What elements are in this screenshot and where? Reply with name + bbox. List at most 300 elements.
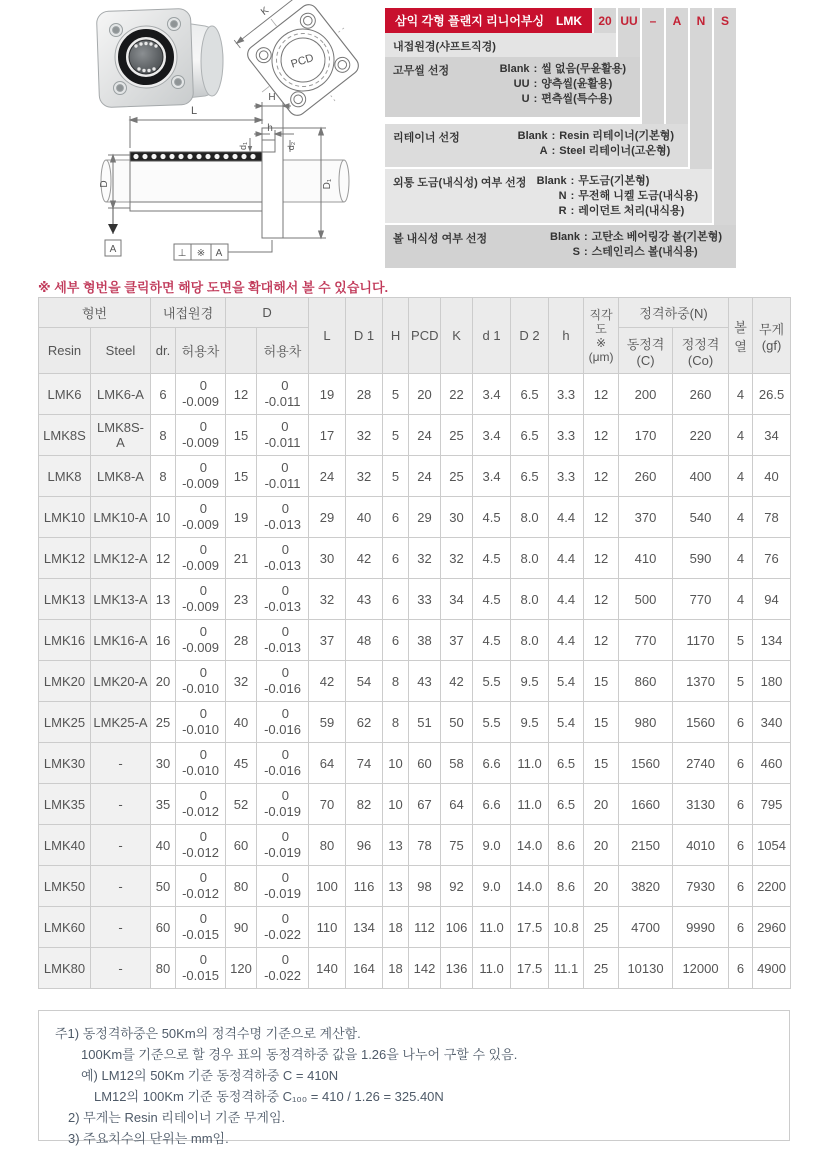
table-row (39, 579, 791, 620)
stripe-plating (690, 33, 712, 169)
cell-K: 50 (441, 702, 473, 743)
cell-PCD: 142 (409, 948, 441, 989)
cell-K: 136 (441, 948, 473, 989)
cell-wt: 795 (753, 784, 791, 825)
cell-steel[interactable]: LMK8-A (91, 456, 151, 497)
l-dimension-label: L (190, 105, 198, 117)
cell-dr_tol: 0 -0.009 (176, 538, 226, 579)
perpendicularity-symbol-icon: ⊥ (177, 248, 187, 259)
cell-C: 260 (619, 456, 673, 497)
header-static-load-line: (Co) (687, 352, 714, 368)
cell-h: 11.1 (549, 948, 584, 989)
designation-title: 삼익 각형 플랜지 리니어부싱 (395, 14, 545, 28)
k-dimension-label: K (259, 5, 272, 18)
cell-D1: 116 (346, 866, 383, 907)
cell-sq: 20 (584, 784, 619, 825)
header-H: H (383, 298, 409, 374)
cell-D2: 14.0 (511, 825, 549, 866)
table-row (39, 620, 791, 661)
cell-D: 60 (226, 825, 257, 866)
click-hint-note: ※ 세부 형번을 클릭하면 해당 도면을 확대해서 볼 수 있습니다. (38, 280, 389, 295)
cell-resin[interactable]: LMK16 (39, 620, 91, 661)
cell-resin[interactable]: LMK60 (39, 907, 91, 948)
designation-title-bar (385, 8, 592, 33)
cell-D: 90 (226, 907, 257, 948)
header-ball-rows-line: 볼 (734, 319, 747, 335)
cell-h: 10.8 (549, 907, 584, 948)
cell-L: 59 (309, 702, 346, 743)
cell-resin[interactable]: LMK25 (39, 702, 91, 743)
cell-wt: 460 (753, 743, 791, 784)
d1-flange-dimension-label: D₁ (322, 178, 333, 190)
cell-dr_tol: 0 -0.012 (176, 784, 226, 825)
cell-sq: 12 (584, 415, 619, 456)
cell-resin[interactable]: LMK12 (39, 538, 91, 579)
cell-h: 3.3 (549, 456, 584, 497)
cell-wt: 34 (753, 415, 791, 456)
cell-D: 32 (226, 661, 257, 702)
code-bore: 20 (594, 8, 616, 33)
cell-C: 370 (619, 497, 673, 538)
cell-D1: 32 (346, 415, 383, 456)
cell-balls: 6 (729, 825, 753, 866)
cell-H: 6 (383, 579, 409, 620)
cell-L: 30 (309, 538, 346, 579)
cell-D: 15 (226, 456, 257, 497)
cell-steel[interactable]: LMK10-A (91, 497, 151, 538)
cell-dr: 8 (151, 415, 176, 456)
cell-dr_tol: 0 -0.012 (176, 825, 226, 866)
header-squareness-line: ※ (596, 335, 607, 350)
technical-drawings (0, 0, 380, 272)
cell-sq: 12 (584, 538, 619, 579)
cell-resin[interactable]: LMK30 (39, 743, 91, 784)
note-line: 주1) 동정격하중은 50Km의 정격수명 기준으로 계산함. (55, 1026, 361, 1041)
cell-L: 100 (309, 866, 346, 907)
header-h: h (549, 298, 584, 374)
drawings-svg (0, 0, 380, 272)
cell-d1: 9.0 (473, 866, 511, 907)
cell-PCD: 29 (409, 497, 441, 538)
cell-Co: 400 (673, 456, 729, 497)
cell-L: 32 (309, 579, 346, 620)
cell-sq: 12 (584, 620, 619, 661)
cell-K: 32 (441, 538, 473, 579)
designation-row-label: 내접원경(샤프트직경) (393, 41, 496, 53)
cell-Co: 590 (673, 538, 729, 579)
cell-d1: 11.0 (473, 948, 511, 989)
cell-Co: 220 (673, 415, 729, 456)
cell-C: 1660 (619, 784, 673, 825)
pcd-label: PCD (289, 51, 316, 71)
cell-D: 120 (226, 948, 257, 989)
designation-option: N : 무전해 니켈 도금(내식용) (558, 190, 698, 202)
cell-dr: 30 (151, 743, 176, 784)
cell-H: 6 (383, 538, 409, 579)
cell-dr: 60 (151, 907, 176, 948)
code-dash: – (642, 8, 664, 33)
cell-D_tol: 0 -0.013 (257, 620, 309, 661)
designation-option: U : 편측씰(특수용) (521, 93, 613, 105)
cell-D_tol: 0 -0.016 (257, 743, 309, 784)
cell-D: 28 (226, 620, 257, 661)
cell-D: 40 (226, 702, 257, 743)
cell-h: 4.4 (549, 538, 584, 579)
cell-balls: 6 (729, 948, 753, 989)
cell-wt: 40 (753, 456, 791, 497)
cell-d1: 6.6 (473, 743, 511, 784)
cell-wt: 180 (753, 661, 791, 702)
cell-D: 52 (226, 784, 257, 825)
cell-D1: 96 (346, 825, 383, 866)
cell-dr: 20 (151, 661, 176, 702)
header-dynamic-load (619, 328, 673, 374)
cell-sq: 20 (584, 825, 619, 866)
cell-D2: 9.5 (511, 702, 549, 743)
table-row (39, 743, 791, 784)
cell-D1: 164 (346, 948, 383, 989)
cell-dr: 80 (151, 948, 176, 989)
cell-D2: 8.0 (511, 497, 549, 538)
cell-C: 980 (619, 702, 673, 743)
code-plating: N (690, 8, 712, 33)
cell-d1: 9.0 (473, 825, 511, 866)
cell-resin[interactable]: LMK40 (39, 825, 91, 866)
cell-C: 4700 (619, 907, 673, 948)
cell-h: 8.6 (549, 825, 584, 866)
cell-K: 30 (441, 497, 473, 538)
cell-resin[interactable]: LMK8 (39, 456, 91, 497)
cell-dr_tol: 0 -0.009 (176, 620, 226, 661)
cell-balls: 4 (729, 374, 753, 415)
cell-resin[interactable]: LMK50 (39, 866, 91, 907)
cell-D2: 8.0 (511, 579, 549, 620)
cell-PCD: 20 (409, 374, 441, 415)
cell-d1: 4.5 (473, 497, 511, 538)
designation-row-ball (385, 225, 736, 268)
cell-H: 18 (383, 948, 409, 989)
cell-d1: 4.5 (473, 538, 511, 579)
cell-D1: 40 (346, 497, 383, 538)
cell-D1: 28 (346, 374, 383, 415)
cell-L: 17 (309, 415, 346, 456)
cell-resin[interactable]: LMK13 (39, 579, 91, 620)
cell-resin[interactable]: LMK6 (39, 374, 91, 415)
datum-triangle-icon (108, 224, 118, 234)
cell-H: 8 (383, 661, 409, 702)
cell-steel[interactable]: LMK13-A (91, 579, 151, 620)
header-d-value (226, 328, 257, 374)
header-dynamic-load-line: (C) (636, 352, 655, 368)
cell-D_tol: 0 -0.013 (257, 579, 309, 620)
cell-Co: 770 (673, 579, 729, 620)
designation-option: S : 스테인리스 볼(내식용) (572, 246, 698, 258)
cell-H: 13 (383, 825, 409, 866)
cell-D: 19 (226, 497, 257, 538)
cell-K: 25 (441, 415, 473, 456)
cell-dr_tol: 0 -0.015 (176, 907, 226, 948)
header-squareness-line: (μm) (588, 349, 614, 364)
cell-K: 22 (441, 374, 473, 415)
tolerance-star-icon: ※ (196, 248, 206, 259)
cell-dr_tol: 0 -0.009 (176, 415, 226, 456)
header-weight (753, 298, 791, 374)
designation-row-label: 볼 내식성 여부 선정 (393, 233, 488, 245)
cell-steel[interactable]: - (91, 907, 151, 948)
cell-K: 34 (441, 579, 473, 620)
cell-d1: 3.4 (473, 374, 511, 415)
cell-dr: 8 (151, 456, 176, 497)
cell-sq: 15 (584, 743, 619, 784)
code-retainer: A (666, 8, 688, 33)
cell-K: 106 (441, 907, 473, 948)
cell-PCD: 32 (409, 538, 441, 579)
cell-Co: 260 (673, 374, 729, 415)
cell-H: 18 (383, 907, 409, 948)
cell-steel[interactable]: - (91, 743, 151, 784)
cell-D_tol: 0 -0.011 (257, 415, 309, 456)
cell-steel[interactable]: LMK16-A (91, 620, 151, 661)
header-tolerance-d: 허용차 (257, 328, 309, 374)
cell-sq: 12 (584, 456, 619, 497)
cell-D_tol: 0 -0.013 (257, 538, 309, 579)
cell-balls: 6 (729, 784, 753, 825)
cell-D1: 43 (346, 579, 383, 620)
cell-dr_tol: 0 -0.009 (176, 579, 226, 620)
cell-steel[interactable]: LMK8S-A (91, 415, 151, 456)
model-designation-chart (385, 8, 740, 261)
cell-balls: 4 (729, 579, 753, 620)
cell-D1: 32 (346, 456, 383, 497)
cell-K: 42 (441, 661, 473, 702)
cell-resin[interactable]: LMK8S (39, 415, 91, 456)
cell-wt: 4900 (753, 948, 791, 989)
cell-h: 6.5 (549, 784, 584, 825)
code-seal: UU (618, 8, 640, 33)
cell-resin[interactable]: LMK20 (39, 661, 91, 702)
datum-ref-label: A (215, 248, 223, 259)
cell-dr_tol: 0 -0.010 (176, 743, 226, 784)
designation-option: Blank : 무도금(기본형) (536, 175, 650, 187)
cell-sq: 15 (584, 702, 619, 743)
cell-wt: 76 (753, 538, 791, 579)
cell-H: 10 (383, 784, 409, 825)
cell-sq: 12 (584, 497, 619, 538)
cell-wt: 340 (753, 702, 791, 743)
cell-D1: 82 (346, 784, 383, 825)
cell-D1: 48 (346, 620, 383, 661)
cell-balls: 4 (729, 456, 753, 497)
cell-H: 13 (383, 866, 409, 907)
spec-table (38, 297, 791, 989)
designation-option: Blank : 씰 없음(무윤활용) (499, 63, 626, 75)
designation-row-seal (385, 57, 640, 117)
header-weight-line: (gf) (761, 337, 782, 353)
cell-h: 5.4 (549, 661, 584, 702)
cell-K: 58 (441, 743, 473, 784)
cell-h: 4.4 (549, 579, 584, 620)
cell-K: 75 (441, 825, 473, 866)
table-row (39, 415, 791, 456)
cell-Co: 4010 (673, 825, 729, 866)
table-row (39, 538, 791, 579)
note-line: 100Km를 기준으로 할 경우 표의 동정격하중 값을 1.26을 나누어 구할 수 있음. (81, 1047, 518, 1062)
cell-Co: 7930 (673, 866, 729, 907)
cell-Co: 12000 (673, 948, 729, 989)
header-ball-rows (729, 298, 753, 374)
cell-D1: 74 (346, 743, 383, 784)
cell-d1: 5.5 (473, 661, 511, 702)
cell-PCD: 112 (409, 907, 441, 948)
cell-wt: 134 (753, 620, 791, 661)
cell-steel[interactable]: - (91, 825, 151, 866)
cell-C: 2150 (619, 825, 673, 866)
header-tolerance-dr: 허용차 (176, 328, 226, 374)
cell-steel[interactable]: - (91, 866, 151, 907)
header-D2: D 2 (511, 298, 549, 374)
cell-balls: 6 (729, 743, 753, 784)
cell-L: 29 (309, 497, 346, 538)
cell-H: 10 (383, 743, 409, 784)
cell-balls: 5 (729, 661, 753, 702)
cell-D: 23 (226, 579, 257, 620)
section-view-drawing (99, 92, 349, 260)
header-model-group: 형번 (39, 298, 151, 328)
cell-PCD: 24 (409, 456, 441, 497)
cell-resin[interactable]: LMK10 (39, 497, 91, 538)
header-d1: d 1 (473, 298, 511, 374)
cell-balls: 6 (729, 866, 753, 907)
cell-D_tol: 0 -0.011 (257, 374, 309, 415)
cell-C: 170 (619, 415, 673, 456)
cell-d1: 4.5 (473, 579, 511, 620)
cell-h: 6.5 (549, 743, 584, 784)
cell-resin[interactable]: LMK35 (39, 784, 91, 825)
cell-dr: 10 (151, 497, 176, 538)
cell-D_tol: 0 -0.011 (257, 456, 309, 497)
cell-Co: 3130 (673, 784, 729, 825)
cell-D2: 17.5 (511, 907, 549, 948)
cell-C: 500 (619, 579, 673, 620)
cell-C: 200 (619, 374, 673, 415)
cell-wt: 26.5 (753, 374, 791, 415)
designation-option: A : Steel 리테이너(고온형) (539, 145, 671, 157)
designation-row-plating (385, 169, 712, 223)
table-row (39, 907, 791, 948)
cell-dr_tol: 0 -0.015 (176, 948, 226, 989)
cell-H: 5 (383, 456, 409, 497)
cell-dr: 35 (151, 784, 176, 825)
cell-D1: 42 (346, 538, 383, 579)
cell-dr: 40 (151, 825, 176, 866)
cell-K: 64 (441, 784, 473, 825)
cell-sq: 25 (584, 948, 619, 989)
cell-dr_tol: 0 -0.009 (176, 374, 226, 415)
cell-d1: 4.5 (473, 620, 511, 661)
cell-K: 25 (441, 456, 473, 497)
cell-PCD: 60 (409, 743, 441, 784)
cell-PCD: 78 (409, 825, 441, 866)
product-photo (96, 8, 223, 107)
cell-D_tol: 0 -0.019 (257, 866, 309, 907)
designation-row-label: 고무씰 선정 (393, 65, 450, 77)
designation-model: LMK (556, 13, 582, 28)
cell-dr: 50 (151, 866, 176, 907)
note-line: 3) 주요치수의 단위는 mm임. (68, 1131, 229, 1146)
header-squareness-line: 직각 (589, 307, 613, 322)
cell-h: 8.6 (549, 866, 584, 907)
header-PCD: PCD (409, 298, 441, 374)
cell-D1: 54 (346, 661, 383, 702)
h-pilot-dimension-label: h (267, 123, 273, 134)
note-line: 예) LM12의 50Km 기준 동정격하중 C = 410N (81, 1068, 339, 1083)
designation-row-bore (385, 33, 616, 57)
note-line: 2) 무게는 Resin 리테이너 기준 무게임. (68, 1110, 286, 1125)
cell-balls: 4 (729, 538, 753, 579)
cell-dr_tol: 0 -0.010 (176, 702, 226, 743)
cell-C: 860 (619, 661, 673, 702)
cell-PCD: 43 (409, 661, 441, 702)
cell-steel[interactable]: - (91, 784, 151, 825)
cell-steel[interactable]: LMK20-A (91, 661, 151, 702)
table-row (39, 948, 791, 989)
cell-h: 3.3 (549, 374, 584, 415)
cell-steel[interactable]: LMK12-A (91, 538, 151, 579)
cell-PCD: 24 (409, 415, 441, 456)
cell-D_tol: 0 -0.019 (257, 784, 309, 825)
header-squareness (584, 298, 619, 374)
cell-wt: 78 (753, 497, 791, 538)
cell-steel[interactable]: LMK6-A (91, 374, 151, 415)
header-steel: Steel (91, 328, 151, 374)
front-view-drawing (221, 0, 376, 133)
cell-wt: 94 (753, 579, 791, 620)
designation-option: Blank : 고탄소 베어링강 볼(기본형) (550, 231, 722, 243)
header-static-load-line: 정정격 (681, 336, 720, 352)
cell-balls: 4 (729, 415, 753, 456)
cell-steel[interactable]: LMK25-A (91, 702, 151, 743)
cell-L: 70 (309, 784, 346, 825)
designation-row-retainer (385, 124, 688, 167)
table-row (39, 456, 791, 497)
cell-sq: 12 (584, 579, 619, 620)
cell-dr: 12 (151, 538, 176, 579)
perpendicularity-frame (174, 240, 272, 260)
designation-row-label: 리테이너 선정 (393, 132, 460, 144)
cell-H: 6 (383, 620, 409, 661)
table-row (39, 374, 791, 415)
header-d-group: D (226, 298, 309, 328)
cell-Co: 2740 (673, 743, 729, 784)
cell-D2: 14.0 (511, 866, 549, 907)
stripe-dash (642, 33, 664, 124)
header-dynamic-load-line: 동정격 (626, 336, 665, 352)
cell-D2: 11.0 (511, 784, 549, 825)
cell-D: 80 (226, 866, 257, 907)
cell-wt: 1054 (753, 825, 791, 866)
cell-resin[interactable]: LMK80 (39, 948, 91, 989)
cell-h: 5.4 (549, 702, 584, 743)
cell-C: 10130 (619, 948, 673, 989)
cell-D_tol: 0 -0.016 (257, 702, 309, 743)
cell-Co: 1560 (673, 702, 729, 743)
cell-L: 110 (309, 907, 346, 948)
cell-steel[interactable]: - (91, 948, 151, 989)
cell-dr_tol: 0 -0.010 (176, 661, 226, 702)
cell-H: 8 (383, 702, 409, 743)
designation-option: R : 레이던트 처리(내식용) (558, 205, 685, 217)
cell-d1: 3.4 (473, 456, 511, 497)
